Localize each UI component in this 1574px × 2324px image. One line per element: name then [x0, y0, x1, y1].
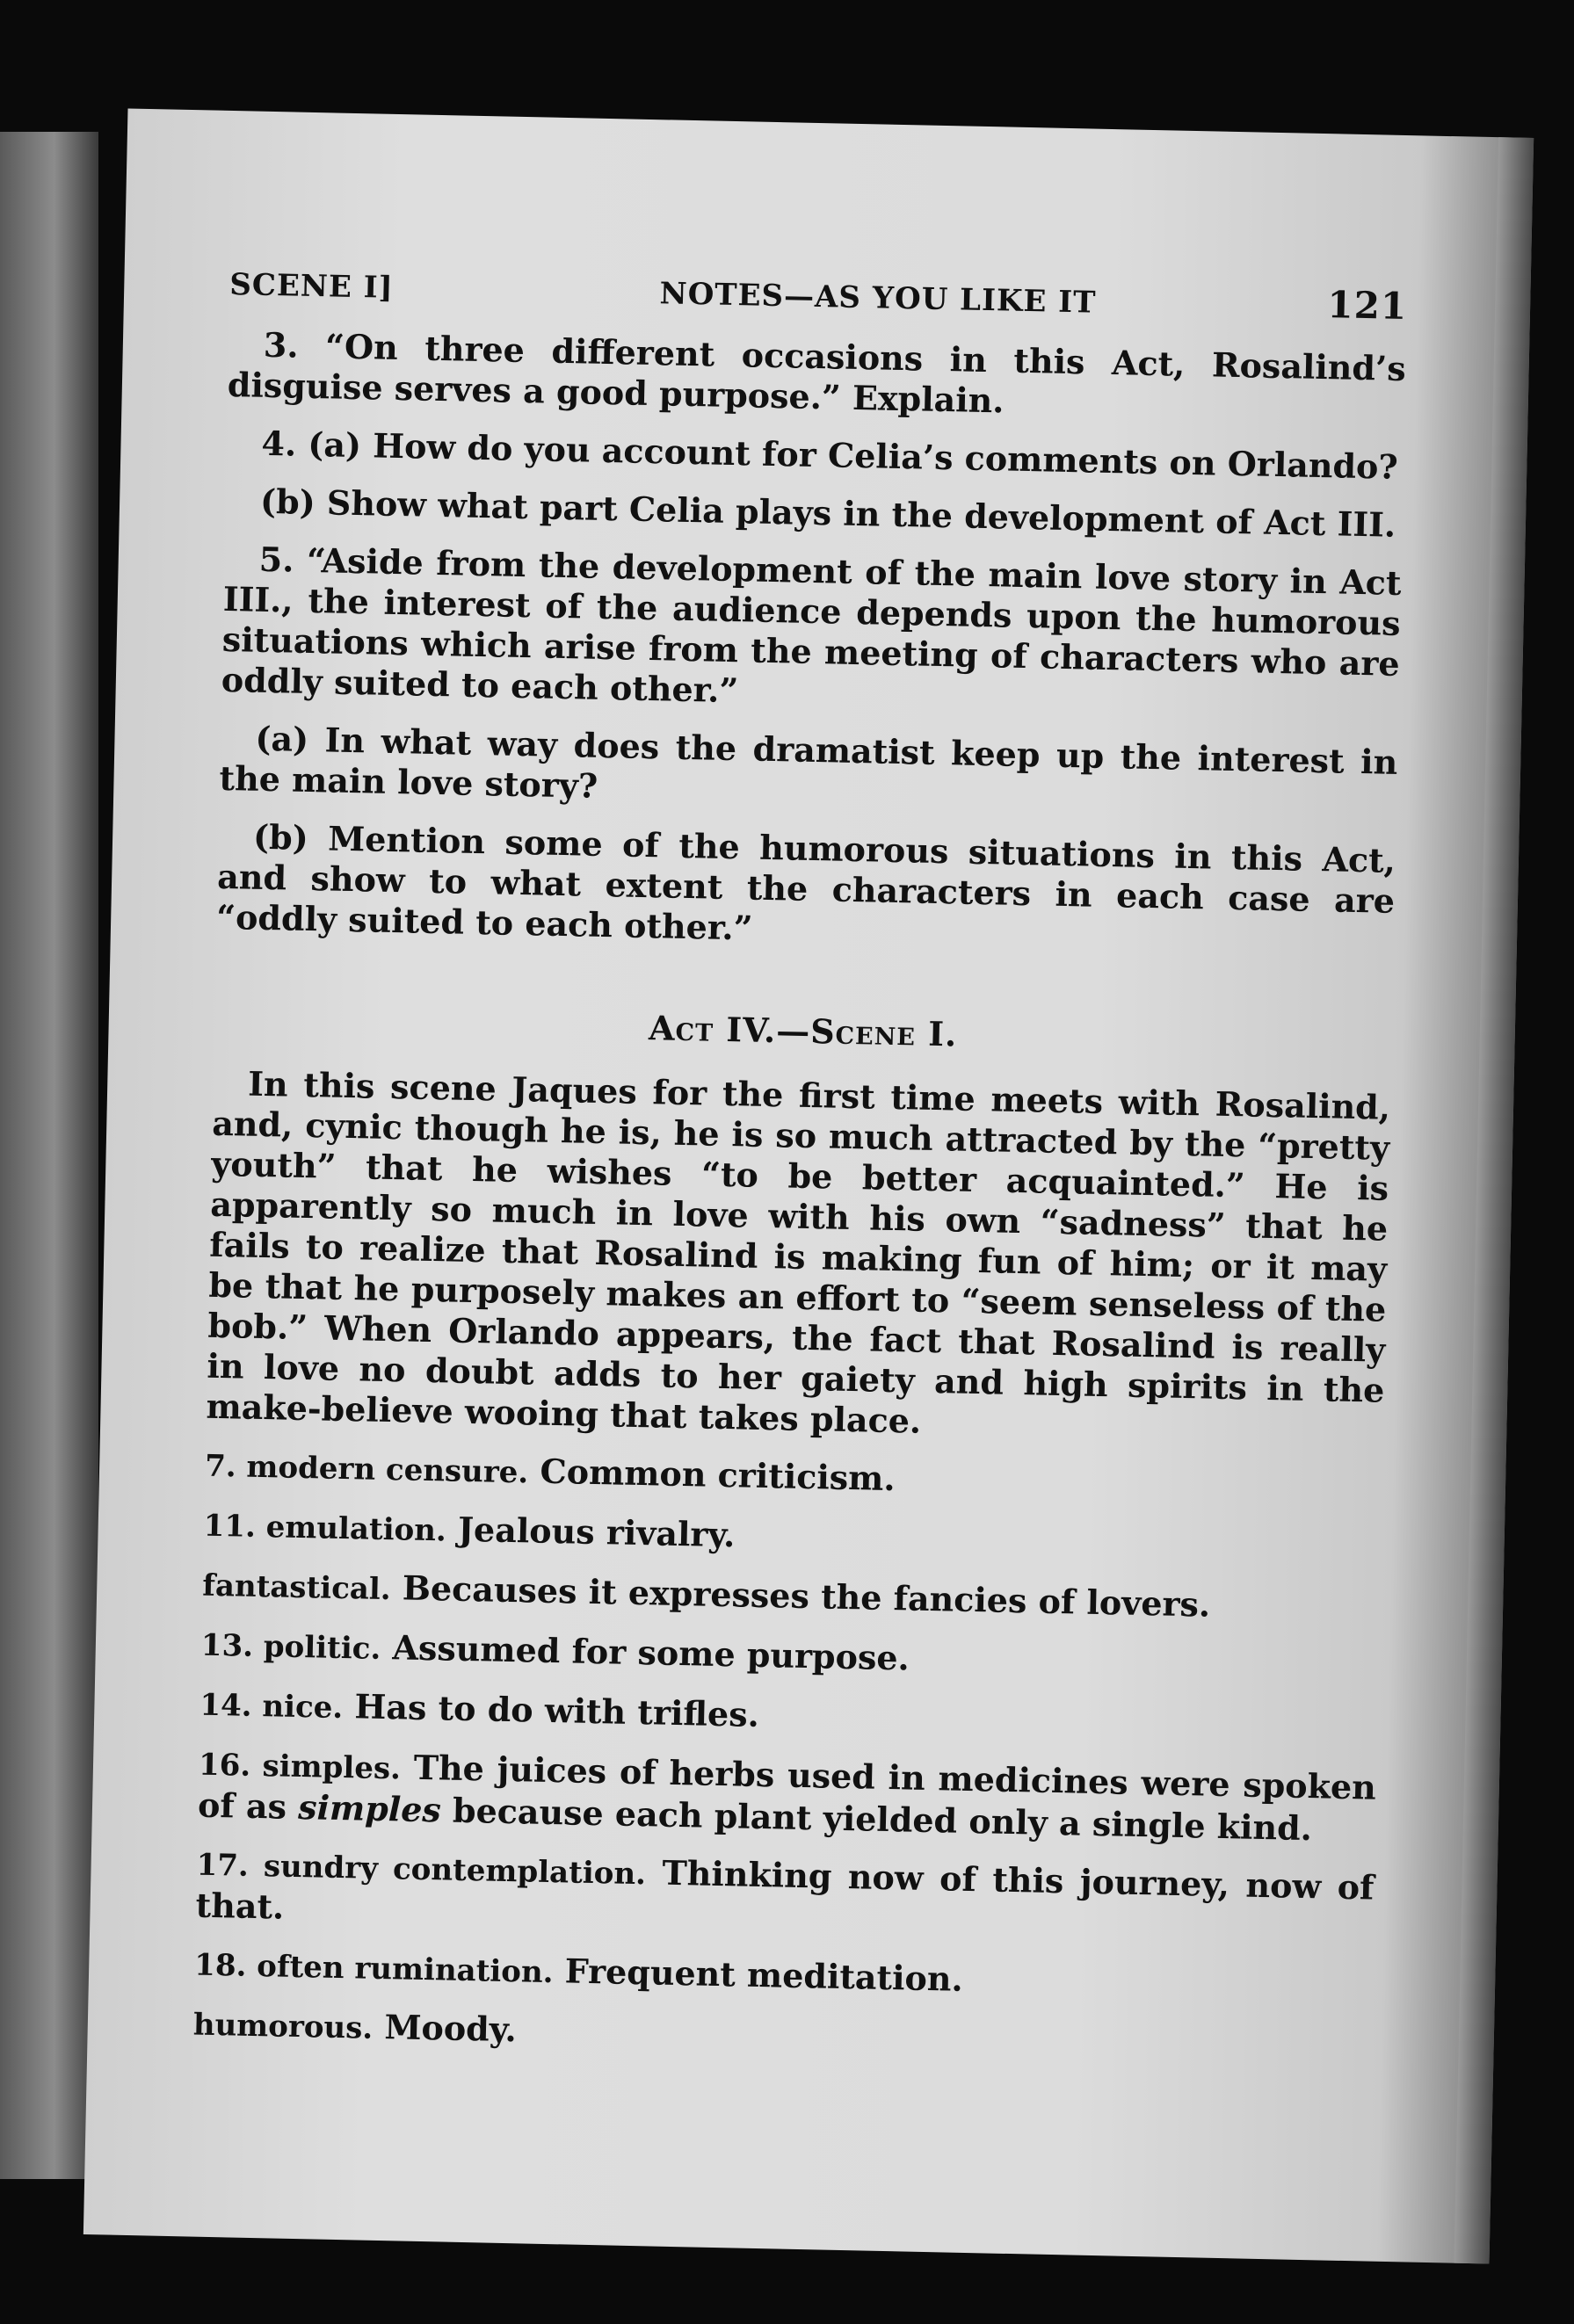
note-gloss: Thinking now of this journey, now of that.	[195, 1852, 1375, 1927]
note-7	[205, 1444, 1383, 1511]
note-lemma: 7. modern censure.	[204, 1448, 529, 1491]
note-gloss: Jealous rivalry.	[457, 1509, 736, 1555]
question-5a: (a) In what way does the dramatist keep up the interest in the main love story?	[219, 718, 1398, 806]
note-lemma: 17. sundry contemplation.	[196, 1847, 647, 1893]
note-gloss: Frequent meditation.	[564, 1951, 964, 1999]
note-gloss: Becauses it expresses the fancies of lovers.	[402, 1567, 1211, 1625]
note-lemma: humorous.	[192, 2007, 374, 2046]
page-number: 121	[1326, 283, 1408, 329]
note-gloss: Common criticism.	[540, 1451, 896, 1499]
note-emphasis: simples	[297, 1786, 442, 1830]
question-4a: 4. (a) How do you account for Celia’s comments on Orlando?	[261, 423, 1399, 487]
book-page	[83, 109, 1534, 2264]
note-lemma: 13. politic.	[200, 1627, 381, 1667]
note-humorous	[192, 2003, 1371, 2070]
question-3: 3. “On three different occasions in this Act, Rosalind’s disguise serves a good purpose.” Explain.	[227, 324, 1407, 421]
note-13	[200, 1624, 1379, 1691]
note-gloss: The juices of herbs used in medicines were spoken of as	[197, 1747, 1377, 1827]
note-11	[203, 1504, 1382, 1571]
note-lemma: 16. simples.	[198, 1747, 402, 1787]
intro-paragraph: In this scene Jaques for the first time meets with Rosalind, and, cynic though he is, he is so much attracted by the “pretty youth” that he wishes “to be better acquainted.” He is apparently so much in love with his own “sadness” that he fails to realize that Rosalind is making fun of him; or it may be that he purposely makes an effort to “seem senseless of the bob.” When Orlando appears, the fact that Rosalind is really in love no doubt adds to her gaiety and high spirits in the make-believe wooing that takes place.	[206, 1063, 1391, 1441]
note-fantastical	[202, 1564, 1381, 1631]
note-gloss: Has to do with trifles.	[354, 1686, 760, 1734]
note-lemma: 18. often rumination.	[193, 1947, 554, 1991]
facing-page-edge	[0, 132, 98, 2179]
question-4b: (b) Show what part Celia plays in the development of Act III.	[259, 481, 1396, 545]
note-gloss-continued: because each plant yielded only a single kind.	[452, 1790, 1313, 1849]
note-gloss: Assumed for some purpose.	[392, 1627, 910, 1678]
running-head	[229, 260, 1408, 328]
page-content	[192, 260, 1408, 2088]
running-head-title: NOTES—AS YOU LIKE IT	[659, 276, 1097, 321]
note-14	[199, 1683, 1378, 1750]
section-heading: Act IV.—Scene I.	[648, 1008, 958, 1054]
note-lemma: fantastical.	[201, 1567, 392, 1608]
note-17	[195, 1843, 1375, 1951]
note-16	[198, 1743, 1377, 1850]
note-18	[194, 1944, 1373, 2010]
running-head-scene: SCENE I]	[228, 266, 395, 306]
note-lemma: 11. emulation.	[203, 1508, 447, 1549]
page-edge-shadow	[1454, 137, 1534, 2263]
note-gloss: Moody.	[384, 2007, 518, 2050]
note-lemma: 14. nice.	[199, 1687, 344, 1727]
question-5b: (b) Mention some of the humorous situations in this Act, and show to what extent the characters in each case are “oddly suited to each other.”	[215, 816, 1396, 948]
question-5: 5. “Aside from the development of the main love story in Act III., the interest of the audience depends upon the humorous situations which arise from the meeting of characters who are oddly suited to each other.”	[221, 539, 1402, 711]
